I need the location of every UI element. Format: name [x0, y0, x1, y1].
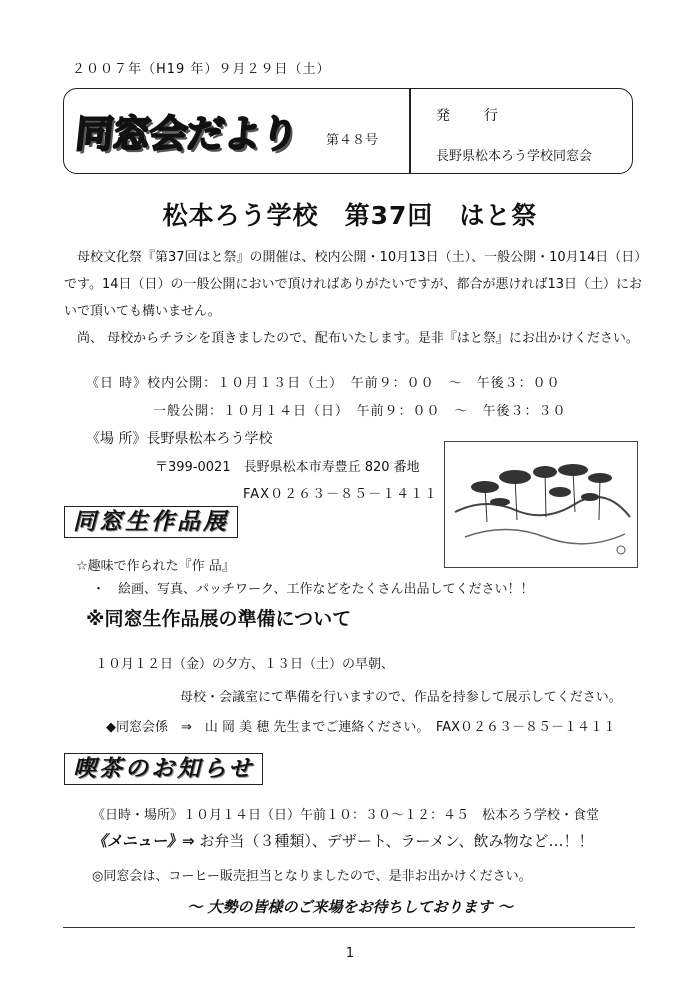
- page-number: 1: [345, 946, 355, 961]
- newsletter-title: 同窓会だより: [73, 112, 300, 156]
- closing-message: ～ 大勢の皆様のご来場をお待ちしております ～: [187, 898, 513, 916]
- ink-painting-image: [444, 441, 638, 568]
- ink-painting-illustration: [445, 442, 637, 567]
- exhibit-prep-heading: ※同窓生作品展の準備について: [86, 608, 352, 630]
- masthead: [63, 88, 633, 174]
- exhibit-heading: 同窓生作品展: [64, 506, 238, 538]
- intro-text: [64, 244, 644, 352]
- exhibit-prep-line-2: 母校・会議室にて準備を行いますので、作品を持参して展示してください。: [180, 690, 622, 705]
- exhibit-line-1: ☆趣味で作られた『作 品』: [76, 559, 235, 574]
- footer-rule: [63, 927, 635, 928]
- cafe-note: ◎同窓会は、コーヒー販売担当となりましたので、是非お出かけください。: [92, 869, 532, 884]
- issue-number: 第４８号: [326, 133, 379, 148]
- cafe-menu-label: 《メニュー》⇒: [92, 832, 195, 850]
- schedule-place: 《場 所》長野県松本ろう学校: [86, 431, 273, 447]
- schedule-line-2: 一般公開：１０月１４日（日） 午前９：００ ～ 午後３：３０: [153, 404, 567, 419]
- publisher-label: 発 行: [436, 108, 500, 124]
- publisher-name: 長野県松本ろう学校同窓会: [436, 149, 593, 164]
- cafe-when: 《日時・場所》１０月１４日（日）午前１０：３０～１２：４５ 松本ろう学校・食堂: [92, 808, 600, 823]
- exhibit-contact: ◆同窓会係 ⇒ 山 岡 美 穂 先生までご連絡ください。 FAX０２６３－８５－１４１１: [106, 720, 617, 735]
- cafe-menu: [92, 830, 594, 851]
- schedule-fax: FAX０２６３－８５－１４１１: [243, 487, 439, 502]
- intro-paragraph-2: 尚、 母校からチラシを頂きましたので、配布いたします。是非『はと祭』にお出かけください。: [77, 331, 639, 346]
- cafe-menu-items: お弁当（３種類）、デザート、ラーメン、飲み物など…！！: [199, 832, 594, 850]
- issue-date: ２００７年（H19 年）９月２９日（土）: [72, 62, 331, 77]
- intro-paragraph-1: 母校文化祭『第37回はと祭』の開催は、校内公開・10月13日（土）、一般公開・10月14日（日）です。14日（日）の一般公開においで頂ければありがたいですが、都合が悪ければ13日（土）においで頂いても構いません。: [64, 250, 643, 319]
- schedule-address: 〒399-0021 長野県松本市寿豊丘 820 番地: [155, 460, 420, 475]
- exhibit-line-2: ・ 絵画、写真、パッチワーク、工作などをたくさん出品してください！！: [92, 582, 534, 597]
- schedule-line-1: 《日 時》校内公開：１０月１３日（土） 午前９：００ ～ 午後３：００: [86, 376, 561, 391]
- cafe-heading: 喫茶のお知らせ: [64, 753, 263, 785]
- exhibit-prep-line-1: １０月１２日（金）の夕方、１３日（土）の早朝、: [95, 657, 395, 672]
- masthead-divider: [409, 89, 411, 173]
- headline: 松本ろう学校 第37回 はと祭: [162, 201, 538, 230]
